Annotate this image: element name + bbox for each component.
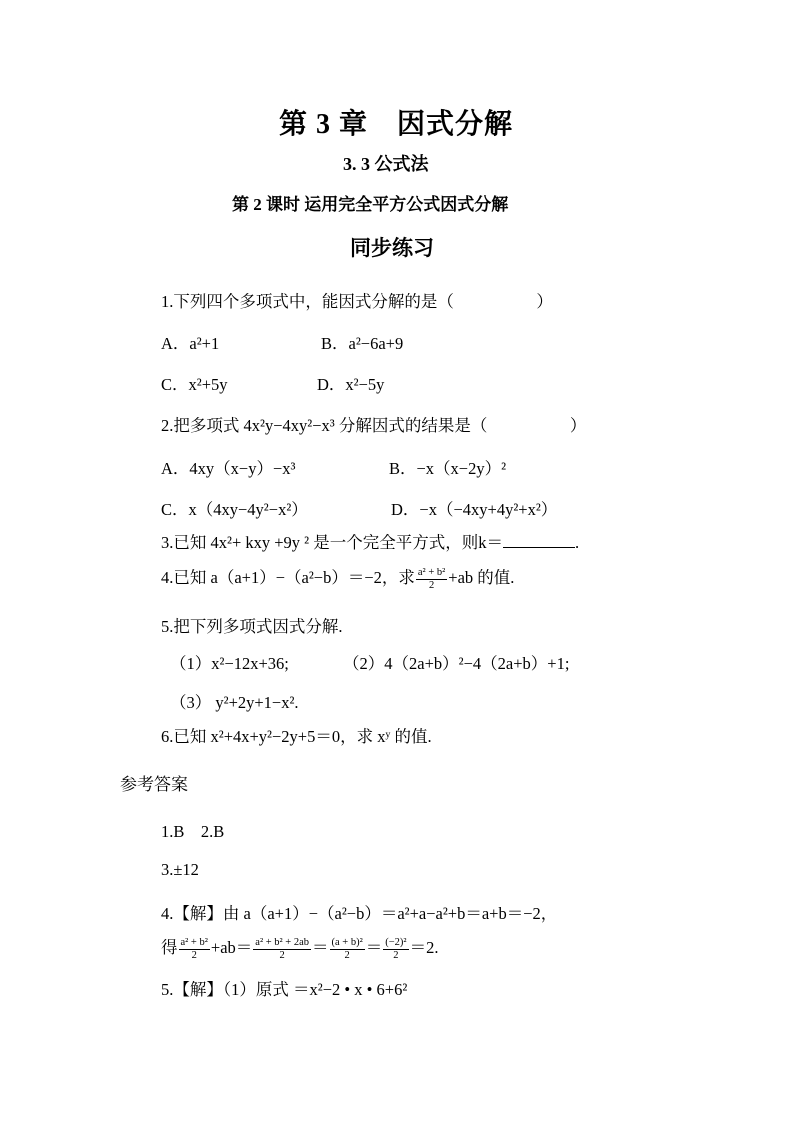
question-4-text: 4.已知 a（a+1）−（a²−b）＝−2，求 [161, 568, 415, 587]
fraction-numerator: a² + b² + 2ab [255, 936, 309, 948]
section-title: 3. 3 公式法 [343, 154, 429, 174]
question-3 [161, 529, 579, 553]
question-2-option-d: D．−x（−4xy+4y²+x²） [391, 500, 558, 519]
answers-heading: 参考答案 [120, 775, 188, 794]
fraction-numerator: (a + b)² [331, 936, 363, 948]
answer-4-fraction-2 [253, 937, 311, 962]
question-3-text: 3.已知 4x²+ kxy +9y ² 是一个完全平方式，则k＝ [161, 533, 504, 552]
question-1-option-a: A．a²+1 [161, 334, 220, 353]
answer-5: 5.【解】（1）原式 ＝x²−2 • x • 6+6² [161, 980, 408, 999]
fraction-denominator: 2 [428, 579, 435, 591]
fraction-denominator: 2 [393, 949, 399, 961]
question-1-option-b: B．a²−6a+9 [321, 334, 404, 353]
question-4-end: +ab 的值. [448, 568, 515, 587]
question-4 [161, 564, 514, 592]
answer-4-fraction-4 [383, 937, 408, 962]
question-2-option-c: C．x（4xy−4y²−x²） [161, 500, 308, 519]
answer-4-equals-2: ＝ [365, 938, 383, 957]
question-5-part-2: （2）4（2a+b）²−4（2a+b）+1; [343, 654, 570, 673]
answer-1-2: 1.B 2.B [161, 822, 225, 841]
question-1-option-d: D．x²−5y [317, 375, 385, 394]
question-6: 6.已知 x²+4x+y²−2y+5＝0，求 xʸ 的值. [161, 727, 432, 746]
answer-4-line-2 [161, 934, 438, 962]
practice-title: 同步练习 [350, 236, 434, 260]
question-1: 1.下列四个多项式中，能因式分解的是（ ） [161, 292, 553, 311]
question-3-end: . [575, 533, 580, 552]
fraction-denominator: 2 [344, 949, 350, 961]
fraction-denominator: 2 [191, 949, 197, 961]
fraction-numerator: a² + b² [417, 566, 446, 578]
fraction-denominator: 2 [279, 949, 285, 961]
question-1-option-c: C．x²+5y [161, 375, 228, 394]
question-2-option-b: B．−x（x−2y）² [389, 459, 507, 478]
answer-4-result: ＝2. [409, 938, 439, 957]
chapter-title: 第 3 章 因式分解 [279, 109, 514, 140]
fraction-numerator: a² + b² [180, 936, 208, 948]
answer-3: 3.±12 [161, 860, 199, 879]
answer-4-text-1: +ab＝ [210, 938, 253, 957]
question-2-option-a: A．4xy（x−y）−x³ [161, 459, 296, 478]
question-5-part-3: （3） y²+2y+1−x². [170, 693, 299, 712]
fraction-numerator: (−2)² [385, 936, 407, 948]
answer-4-fraction-3 [330, 937, 365, 962]
question-5-part-1: （1）x²−12x+36; [170, 654, 289, 673]
question-4-fraction [416, 567, 447, 592]
question-3-answer-blank [503, 533, 575, 548]
question-2: 2.把多项式 4x²y−4xy²−x³ 分解因式的结果是（ ） [161, 416, 587, 435]
answer-4-prefix: 得 [161, 938, 178, 957]
lesson-title: 第 2 课时 运用完全平方公式因式分解 [232, 195, 509, 214]
answer-4-equals-1: ＝ [312, 938, 329, 957]
answer-4-line-1: 4.【解】由 a（a+1）−（a²−b）＝a²+a−a²+b＝a+b＝−2， [161, 904, 558, 923]
question-5: 5.把下列多项式因式分解. [161, 617, 343, 636]
answer-4-fraction-1 [179, 937, 210, 962]
